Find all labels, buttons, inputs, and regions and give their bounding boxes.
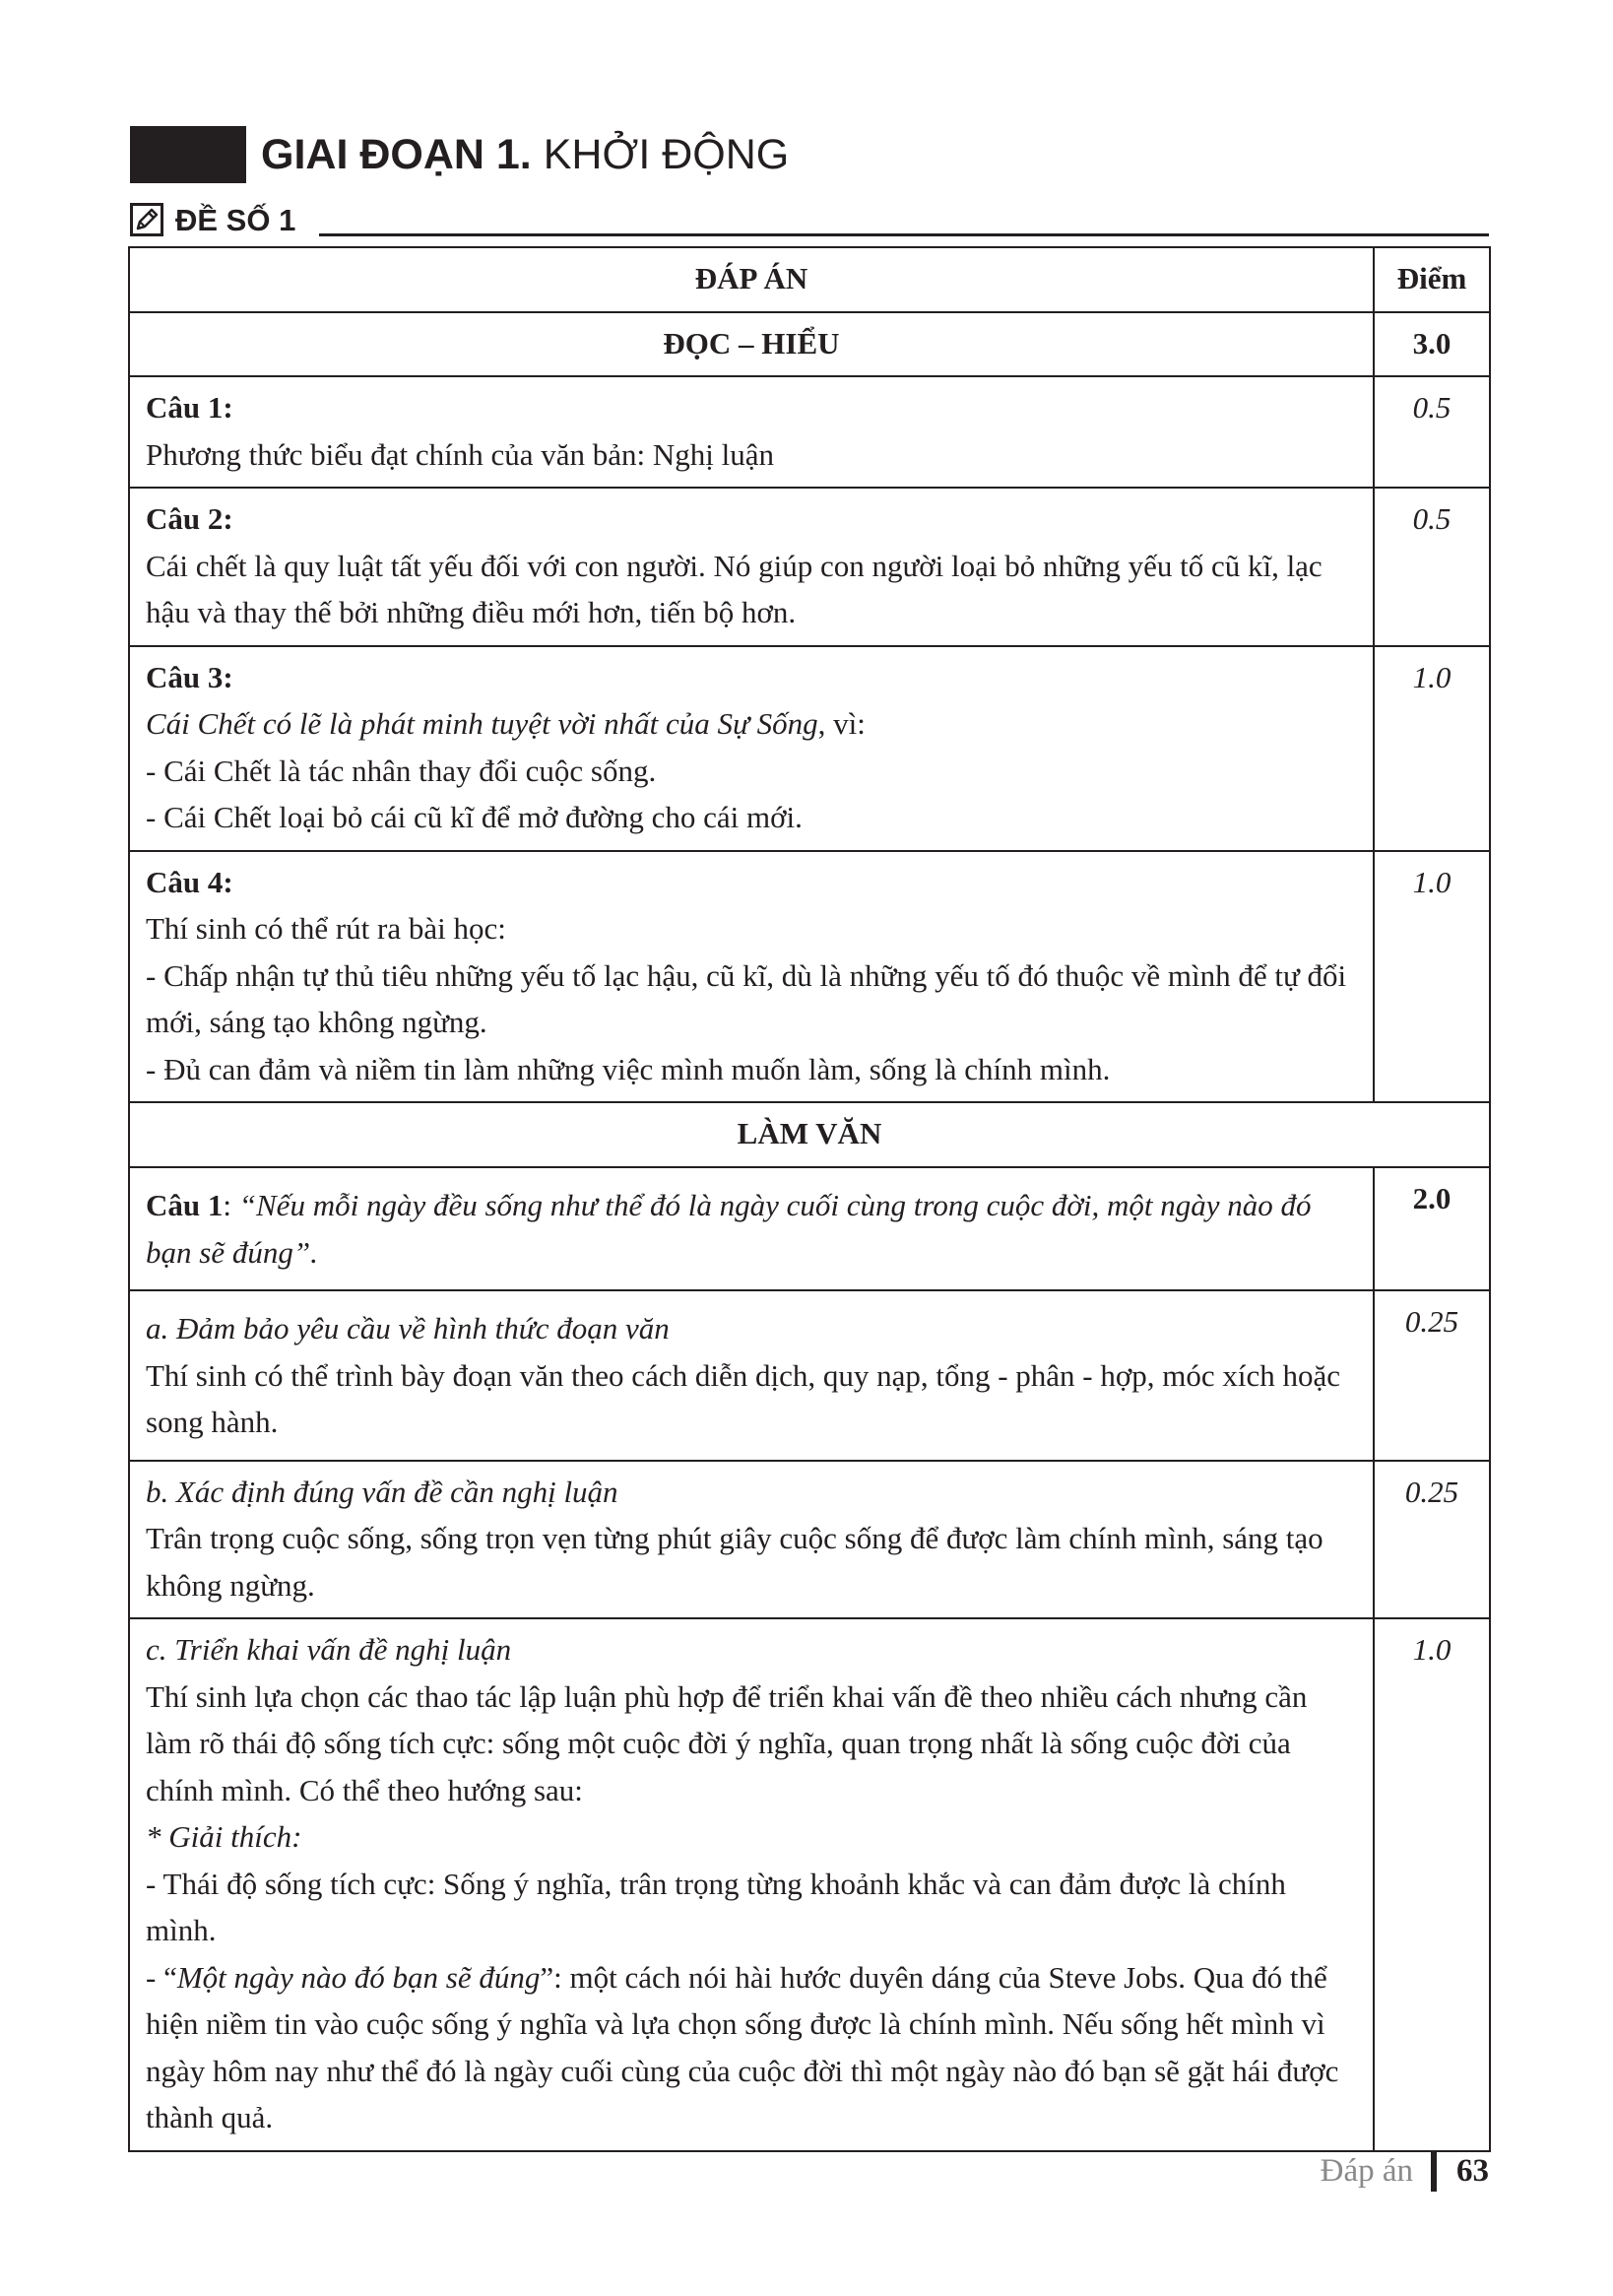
b-score: 0.25 — [1374, 1461, 1490, 1619]
writing-title: LÀM VĂN — [129, 1102, 1490, 1167]
stage-title — [261, 126, 789, 183]
writing-b — [129, 1461, 1374, 1619]
c-line2-pre: - “ — [146, 1959, 177, 1995]
q3-line2: - Cái Chết loại bỏ cái cũ kĩ để mở đường cho cái mới. — [146, 800, 803, 834]
q3-line1: - Cái Chết là tác nhân thay đổi cuộc sống. — [146, 753, 657, 788]
c1-quote: “Nếu mỗi ngày đều sống như thể đó là ngày cuối cùng trong cuộc đời, một ngày nào đó bạn sẽ đúng”. — [146, 1188, 1312, 1270]
c-line2-post: ”: một cách nói hài hước duyên dáng của Steve Jobs. Qua đó thể hiện niềm tin vào cuộc sống ý nghĩa và lựa chọn sống được là chính mình. Nếu sống hết mình vì ngày hôm nay như thể đó là ngày cuối cùng của cuộc đời thì một ngày nào đó bạn sẽ gặt hái được thành quả. — [146, 1959, 1339, 2134]
q4-label: Câu 4: — [146, 864, 233, 899]
q3-intro — [146, 700, 1357, 748]
c-line2 — [146, 1954, 1357, 2141]
q1-score: 0.5 — [1374, 376, 1490, 488]
q4-score: 1.0 — [1374, 851, 1490, 1103]
exam-title: ĐỀ SỐ 1 — [175, 203, 296, 237]
table-row — [129, 1618, 1490, 2151]
q4-line1: - Chấp nhận tự thủ tiêu những yếu tố lạc hậu, cũ kĩ, dù là những yếu tố đó thuộc về mình để tự đổi mới, sáng tạo không ngừng. — [146, 957, 1347, 1039]
heading-rule — [319, 233, 1489, 236]
q1-label: Câu 1: — [146, 390, 233, 425]
col-score-label: Điểm — [1396, 261, 1467, 295]
c-explain: * Giải thích: — [146, 1819, 302, 1854]
writing-section-row — [129, 1102, 1490, 1167]
q2-score: 0.5 — [1374, 488, 1490, 646]
col-score-header — [1374, 247, 1490, 312]
section-header — [130, 126, 1489, 183]
a-score: 0.25 — [1374, 1290, 1490, 1461]
q3-quote: Cái Chết có lẽ là phát minh tuyệt vời nhất của Sự Sống — [146, 706, 818, 741]
table-row — [129, 646, 1490, 851]
c1-score: 2.0 — [1374, 1167, 1490, 1290]
c1-label: Câu 1 — [146, 1188, 224, 1222]
answer-table — [128, 246, 1491, 2152]
c-text: Thí sinh lựa chọn các thao tác lập luận phù hợp để triển khai vấn đề theo nhiều cách nhưng cần làm rõ thái độ sống tích cực: sống một cuộc đời ý nghĩa, quan trọng nhất là sống cuộc đời của chính mình. Có thể theo hướng sau: — [146, 1678, 1308, 1807]
exam-heading — [130, 201, 1489, 240]
reading-q3 — [129, 646, 1374, 851]
table-row — [129, 1290, 1490, 1461]
col-answer-header: ĐÁP ÁN — [129, 247, 1374, 312]
q4-intro: Thí sinh có thể rút ra bài học: — [146, 911, 506, 946]
reading-q1 — [129, 376, 1374, 488]
table-row — [129, 1461, 1490, 1619]
c-title: c. Triển khai vấn đề nghị luận — [146, 1632, 512, 1667]
q1-text: Phương thức biểu đạt chính của văn bản: Nghị luận — [146, 436, 774, 472]
b-title: b. Xác định đúng vấn đề cần nghị luận — [146, 1474, 618, 1509]
writing-c1 — [129, 1167, 1374, 1290]
table-row — [129, 1167, 1490, 1290]
q2-label: Câu 2: — [146, 501, 233, 536]
reading-q4 — [129, 851, 1374, 1103]
pencil-icon — [130, 203, 163, 236]
table-row — [129, 851, 1490, 1103]
a-text: Thí sinh có thể trình bày đoạn văn theo cách diễn dịch, quy nạp, tổng - phân - hợp, móc xích hoặc song hành. — [146, 1357, 1341, 1439]
c1-sep: : — [223, 1188, 239, 1222]
a-title: a. Đảm bảo yêu cầu về hình thức đoạn văn — [146, 1311, 670, 1345]
c-score: 1.0 — [1374, 1618, 1490, 2151]
table-row — [129, 376, 1490, 488]
c-line2-quote: Một ngày nào đó bạn sẽ đúng — [176, 1959, 541, 1995]
c-line1: - Thái độ sống tích cực: Sống ý nghĩa, trân trọng từng khoảnh khắc và can đảm được là chính mình. — [146, 1866, 1286, 1947]
footer-section: Đáp án — [1320, 2153, 1413, 2189]
q3-label: Câu 3: — [146, 659, 233, 694]
stage-title-bold: GIAI ĐOẠN 1. — [261, 131, 532, 178]
reading-title: ĐỌC – HIỂU — [129, 312, 1374, 377]
footer-divider — [1431, 2150, 1437, 2192]
stage-title-rest: KHỞI ĐỘNG — [543, 131, 790, 178]
reading-score: 3.0 — [1374, 312, 1490, 377]
table-header-row — [129, 247, 1490, 312]
b-text: Trân trọng cuộc sống, sống trọn vẹn từng phút giây cuộc sống để được làm chính mình, sáng tạo không ngừng. — [146, 1521, 1323, 1603]
table-row — [129, 488, 1490, 646]
q4-line2: - Đủ can đảm và niềm tin làm những việc mình muốn làm, sống là chính mình. — [146, 1051, 1111, 1086]
page-number: 63 — [1456, 2153, 1489, 2189]
q3-score: 1.0 — [1374, 646, 1490, 851]
header-block — [130, 126, 246, 183]
writing-a — [129, 1290, 1374, 1461]
writing-c — [129, 1618, 1374, 2151]
reading-q2 — [129, 488, 1374, 646]
q3-after-quote: , vì: — [817, 706, 866, 741]
reading-section-row — [129, 312, 1490, 377]
page-footer — [1321, 2145, 1489, 2197]
q2-text: Cái chết là quy luật tất yếu đối với con người. Nó giúp con người loại bỏ những yếu tố cũ kĩ, lạc hậu và thay thế bởi những điều mới hơn, tiến bộ hơn. — [146, 548, 1323, 629]
